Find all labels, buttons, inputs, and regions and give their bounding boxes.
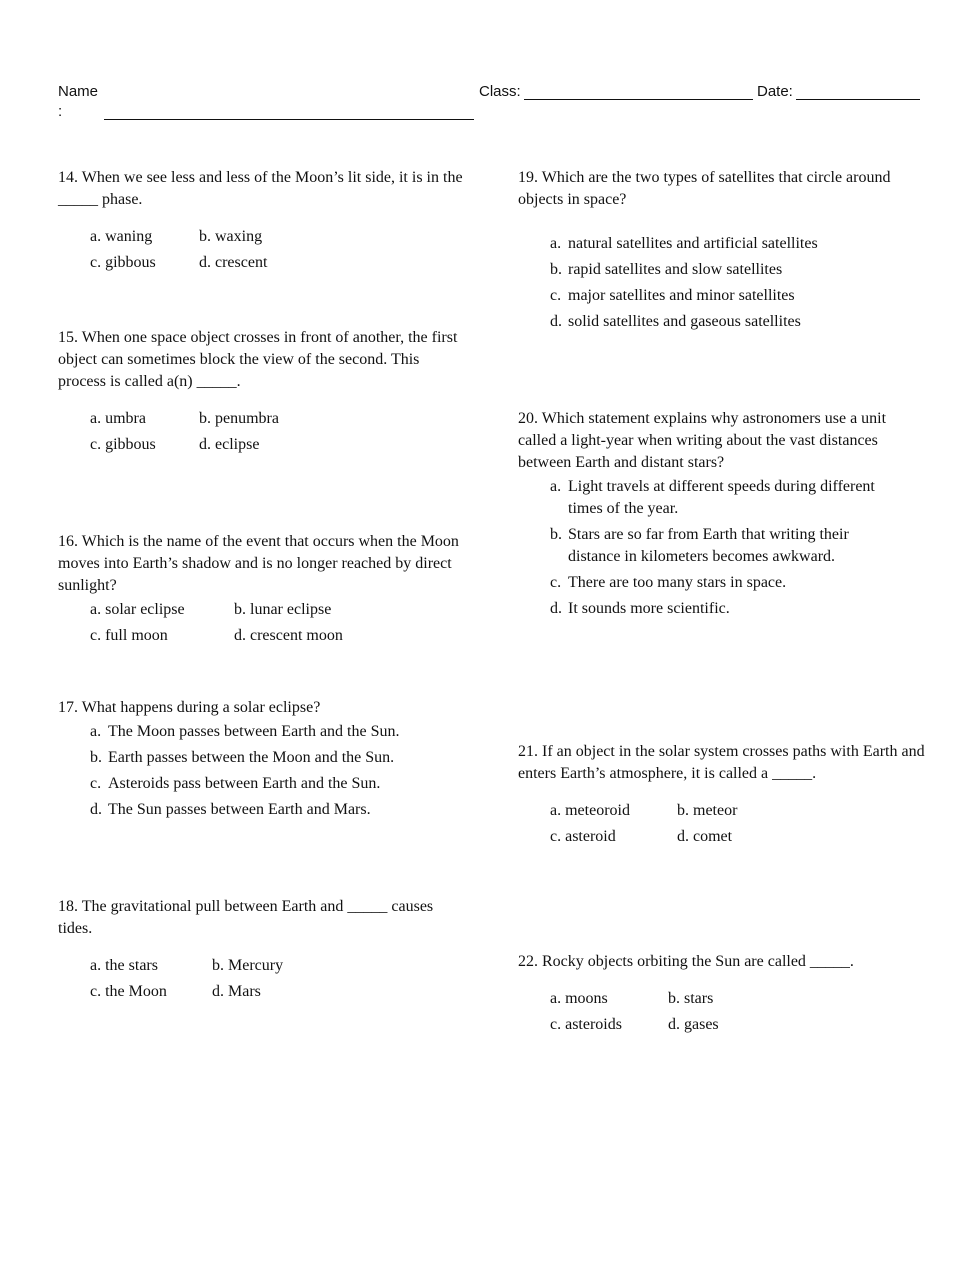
question-stem: 16. Which is the name of the event that occurs when the Moon moves into Earth’s shadow and is no longer reached by direct sunlight? — [58, 533, 459, 594]
answer-option[interactable]: c. major satellites and minor satellites — [550, 287, 795, 304]
answer-options — [90, 408, 468, 456]
answer-option[interactable]: d. The Sun passes between Earth and Mars. — [90, 801, 371, 818]
question-stem: 19. Which are the two types of satellites that circle around objects in space? — [518, 169, 891, 208]
answer-option[interactable]: a. natural satellites and artificial satellites — [550, 235, 818, 252]
answer-option[interactable]: b. Stars are so far from Earth that writing their distance in kilometers becomes awkward. — [550, 526, 849, 565]
answer-option[interactable]: a. The Moon passes between Earth and the Sun. — [90, 723, 400, 740]
answer-option[interactable]: c. full moon — [90, 627, 168, 644]
answer-option[interactable]: a. umbra — [90, 410, 146, 427]
answer-option[interactable]: a. solar eclipse — [90, 601, 185, 618]
name-field[interactable] — [104, 119, 474, 120]
class-label: Class: — [479, 83, 521, 100]
answer-options — [550, 476, 880, 620]
answer-option[interactable]: b. rapid satellites and slow satellites — [550, 261, 783, 278]
question-15 — [58, 327, 468, 456]
answer-options — [90, 226, 468, 274]
question-22 — [518, 951, 928, 1036]
answer-options — [550, 233, 918, 333]
answer-option[interactable]: b. Mercury — [212, 957, 284, 974]
question-stem: 20. Which statement explains why astronomers use a unit called a light-year when writing about the vast distances between Earth and distant stars? — [518, 410, 887, 471]
answer-option[interactable]: a. waning — [90, 228, 153, 245]
class-field[interactable] — [524, 99, 753, 100]
answer-option[interactable]: b. meteor — [677, 802, 738, 819]
answer-option[interactable]: d. crescent — [199, 254, 268, 271]
answer-option[interactable]: d. gases — [668, 1016, 719, 1033]
answer-option[interactable]: d. It sounds more scientific. — [550, 600, 730, 617]
answer-option[interactable]: a. Light travels at different speeds during different times of the year. — [550, 478, 875, 517]
answer-option[interactable]: d. solid satellites and gaseous satellites — [550, 313, 801, 330]
question-18 — [58, 896, 438, 1003]
answer-option[interactable]: c. gibbous — [90, 436, 156, 453]
answer-option[interactable]: c. gibbous — [90, 254, 156, 271]
answer-option[interactable]: b. Earth passes between the Moon and the Sun. — [90, 749, 395, 766]
question-17 — [58, 697, 468, 825]
question-16 — [58, 531, 468, 647]
question-21 — [518, 741, 928, 848]
answer-options — [90, 721, 468, 821]
date-field[interactable] — [796, 99, 920, 100]
date-label: Date: — [757, 83, 793, 100]
answer-option[interactable]: c. the Moon — [90, 983, 167, 1000]
name-label: Name — [58, 83, 99, 100]
question-19 — [518, 167, 918, 337]
question-stem: 18. The gravitational pull between Earth and _____ causes tides. — [58, 898, 434, 937]
answer-option[interactable]: c. asteroids — [550, 1016, 622, 1033]
answer-option[interactable]: d. eclipse — [199, 436, 260, 453]
answer-option[interactable]: d. Mars — [212, 983, 261, 1000]
question-stem: 21. If an object in the solar system crosses paths with Earth and enters Earth’s atmosphere, it is called a _____. — [518, 743, 925, 782]
answer-options — [550, 988, 928, 1036]
answer-options — [550, 800, 928, 848]
question-stem: 15. When one space object crosses in front of another, the first object can sometimes block the view of the second. This process is called a(n) _____. — [58, 329, 458, 390]
answer-option[interactable]: b. lunar eclipse — [234, 601, 332, 618]
answer-option[interactable]: b. waxing — [199, 228, 263, 245]
answer-option[interactable]: c. There are too many stars in space. — [550, 574, 787, 591]
answer-option[interactable]: a. meteoroid — [550, 802, 630, 819]
answer-option[interactable]: d. crescent moon — [234, 627, 343, 644]
answer-option[interactable]: a. the stars — [90, 957, 158, 974]
answer-options — [90, 955, 438, 1003]
answer-option[interactable]: a. moons — [550, 990, 608, 1007]
answer-option[interactable]: c. Asteroids pass between Earth and the Sun. — [90, 775, 381, 792]
question-stem: 17. What happens during a solar eclipse? — [58, 699, 321, 716]
answer-option[interactable]: d. comet — [677, 828, 733, 845]
answer-option[interactable]: b. penumbra — [199, 410, 279, 427]
question-14 — [58, 167, 468, 274]
question-stem: 22. Rocky objects orbiting the Sun are called _____. — [518, 953, 854, 970]
answer-option[interactable]: c. asteroid — [550, 828, 616, 845]
question-20 — [518, 408, 903, 624]
question-stem: 14. When we see less and less of the Moon’s lit side, it is in the _____ phase. — [58, 169, 463, 208]
answer-options — [90, 599, 468, 647]
name-colon: : — [58, 103, 63, 120]
answer-option[interactable]: b. stars — [668, 990, 714, 1007]
